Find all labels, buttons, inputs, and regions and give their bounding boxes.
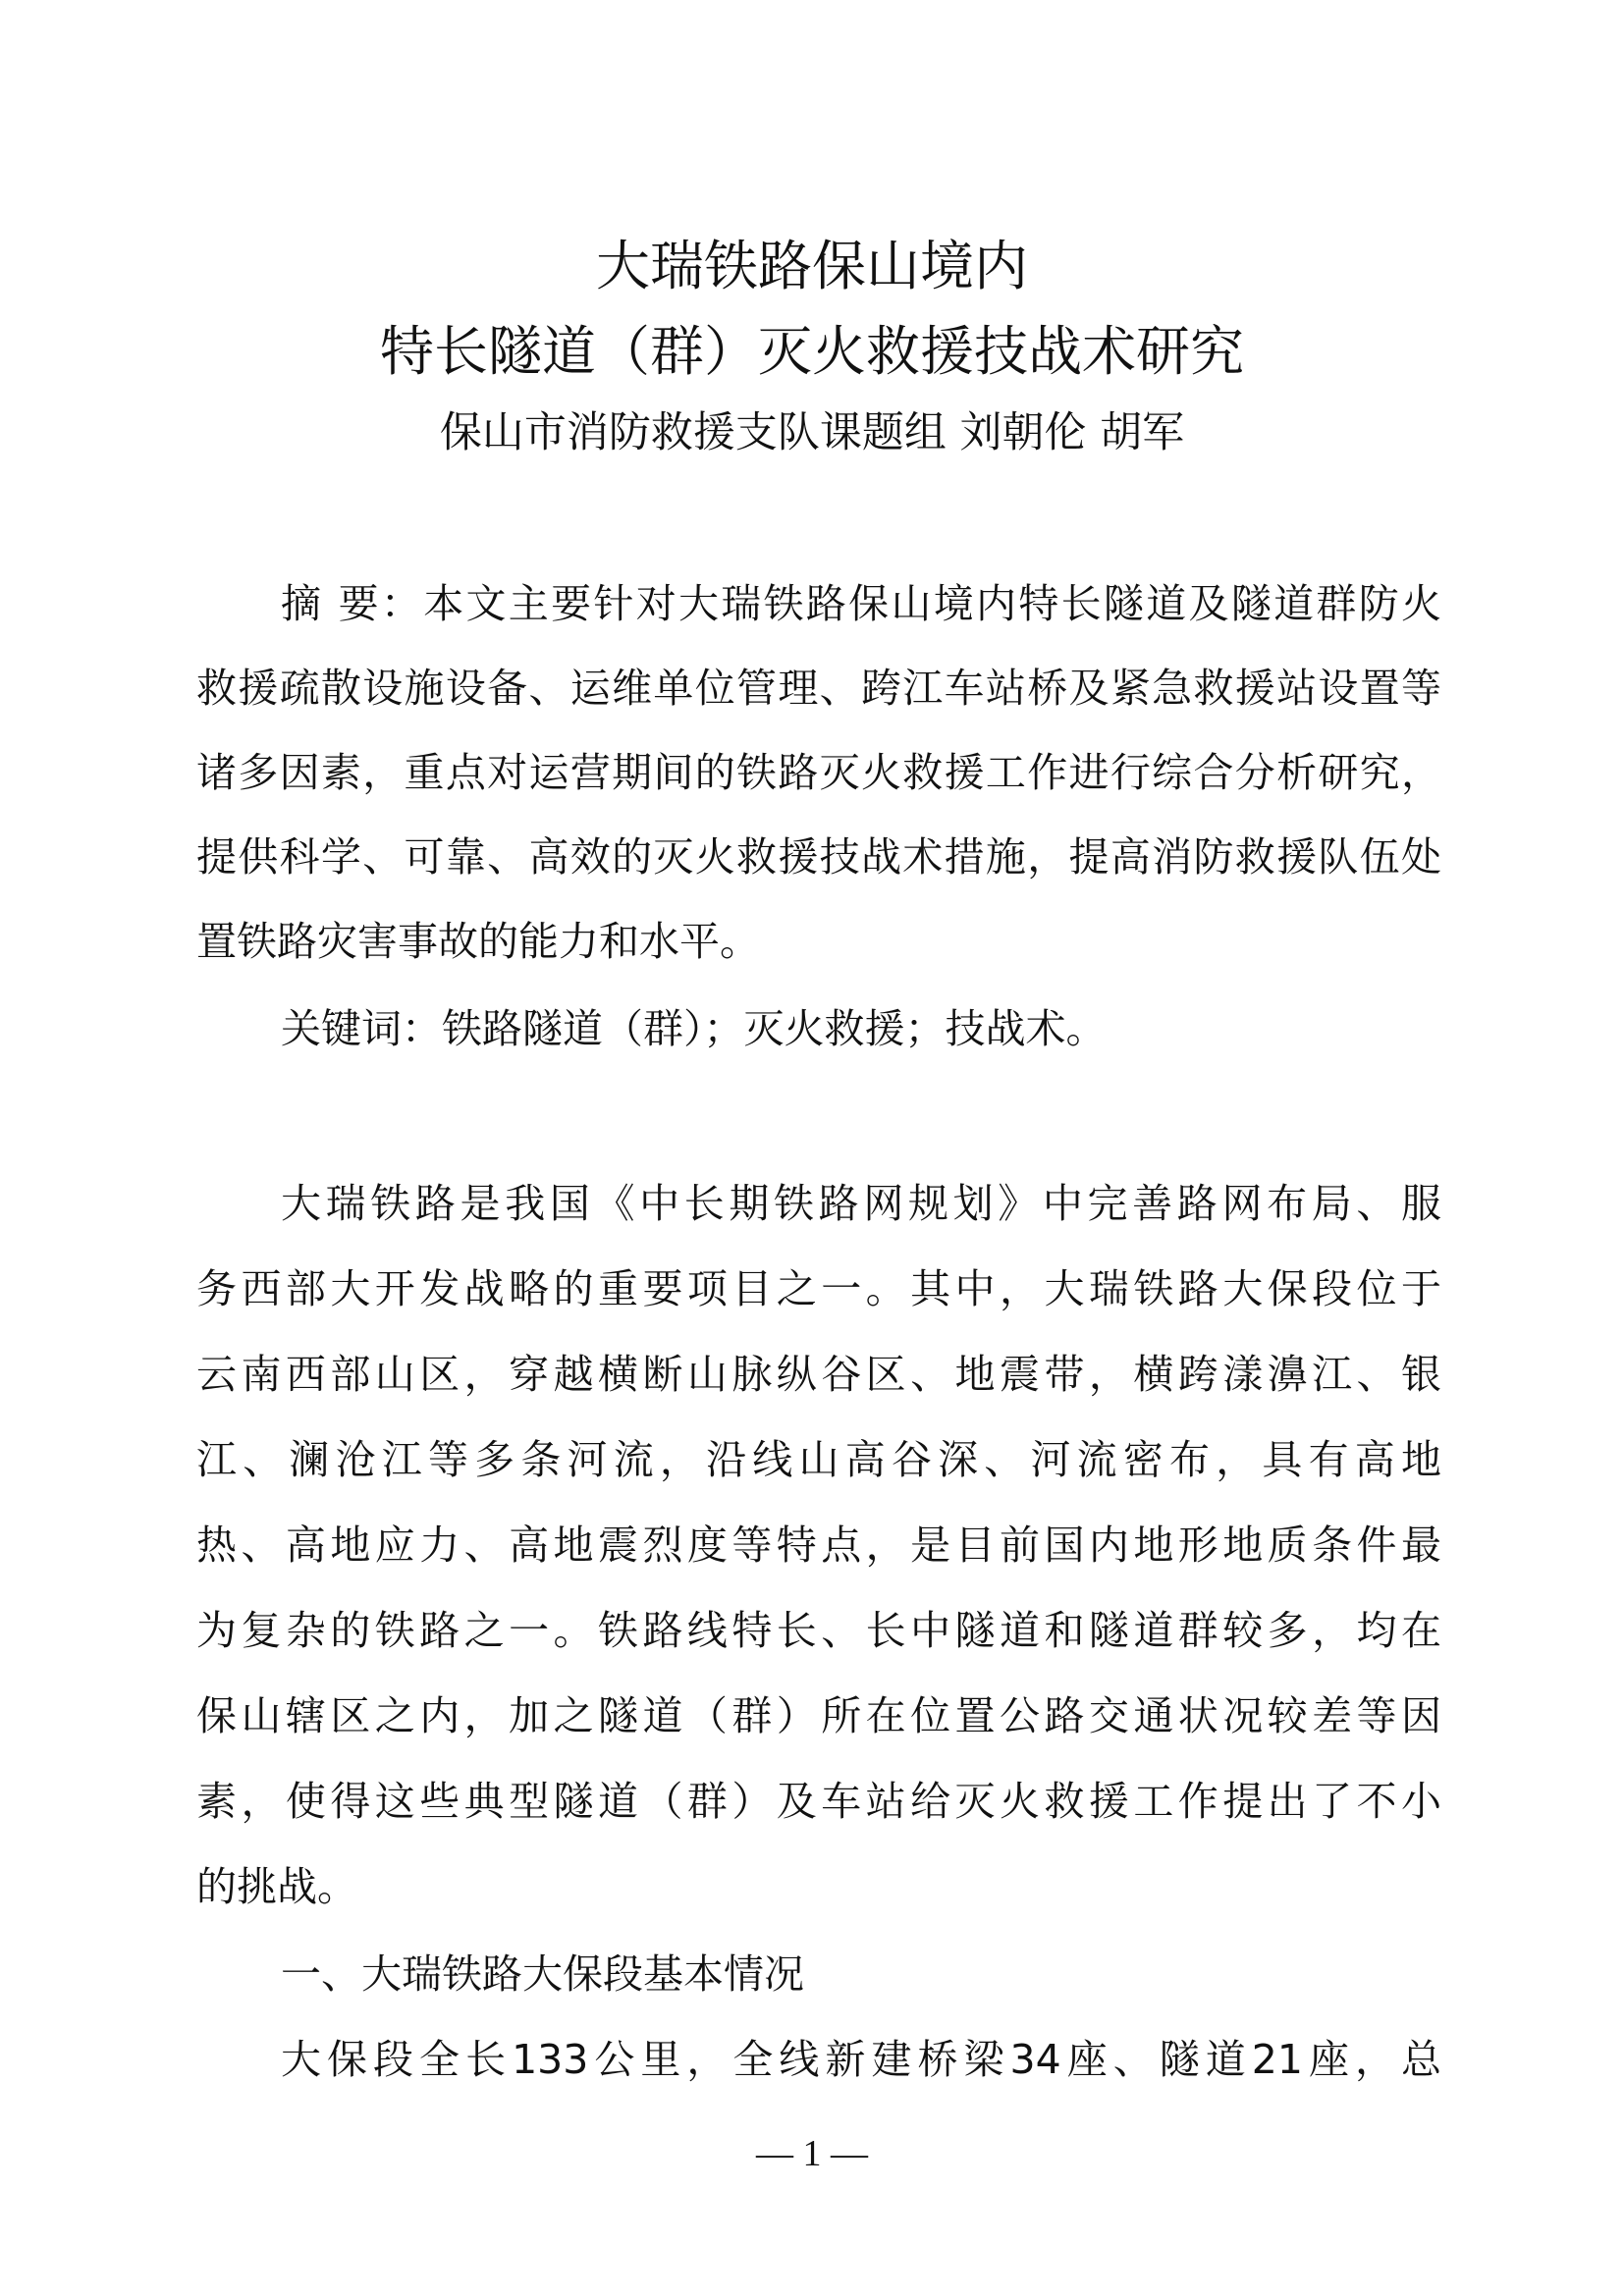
title-line-2: 特长隧道（群）灭火救援技战术研究 [379,320,1244,383]
body-line: 云南西部山区，穿越横断山脉纵谷区、地震带，横跨漾濞江、银 [196,1351,1441,1398]
section-heading: 一、大瑞铁路大保段基本情况 [281,1950,804,1998]
abstract-line: 救援疏散设施设备、运维单位管理、跨江车站桥及紧急救援站设置等 [196,665,1441,712]
author-line: 保山市消防救援支队课题组 刘朝伦 胡军 [439,408,1185,457]
keywords: 关键词：铁路隧道（群）；灭火救援；技战术。 [281,1005,1107,1052]
body-line: 江、澜沧江等多条河流，沿线山高谷深、河流密布，具有高地 [196,1436,1441,1483]
abstract-line: 摘 要：本文主要针对大瑞铁路保山境内特长隧道及隧道群防火 [281,580,1441,627]
abstract-line: 诸多因素，重点对运营期间的铁路灭火救援工作进行综合分析研究， [196,749,1441,796]
body-line: 大瑞铁路是我国《中长期铁路网规划》中完善路网布局、服 [281,1180,1441,1227]
body-line: 大保段全长133公里，全线新建桥梁34座、隧道21座，总 [281,2036,1441,2083]
body-line: 热、高地应力、高地震烈度等特点，是目前国内地形地质条件最 [196,1522,1441,1569]
page-number: — 1 — [756,2133,868,2174]
body-line: 为复杂的铁路之一。铁路线特长、长中隧道和隧道群较多，均在 [196,1607,1441,1654]
body-line: 的挑战。 [196,1863,357,1910]
abstract-line: 置铁路灾害事故的能力和水平。 [196,918,760,965]
body-line: 保山辖区之内，加之隧道（群）所在位置公路交通状况较差等因 [196,1692,1441,1739]
abstract-line: 提供科学、可靠、高效的灭火救援技战术措施，提高消防救援队伍处 [196,833,1441,881]
body-line: 素，使得这些典型隧道（群）及车站给灭火救援工作提出了不小 [196,1778,1441,1825]
title-line-1: 大瑞铁路保山境内 [595,235,1028,297]
body-line: 务西部大开发战略的重要项目之一。其中，大瑞铁路大保段位于 [196,1265,1441,1312]
